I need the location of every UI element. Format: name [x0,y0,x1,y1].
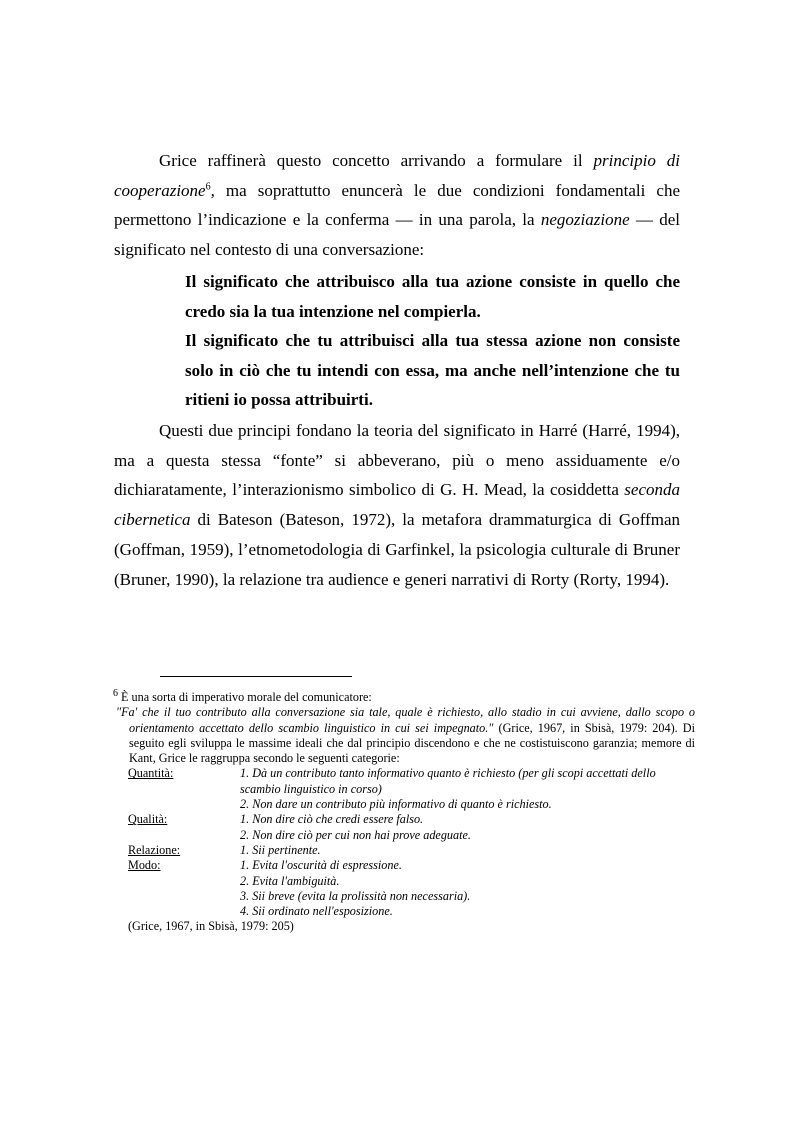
maxim-category: Qualità: [128,812,168,827]
maxim-category [128,904,240,919]
maxim-category [128,797,240,812]
term-principio-di-cooperazione: principio di cooperazione [114,151,680,200]
maxim-row [128,766,695,797]
maxim-category: Relazione: [128,842,181,857]
maxim-rule: 3. Sii breve (evita la prolissità non necessaria). [240,888,471,903]
term-negoziazione: negoziazione [540,210,630,230]
maxim-rule: 2. Non dire ciò per cui non hai prove adeguate. [240,827,471,842]
maxim-category [128,828,240,843]
maxim-rule: 2. Non dare un contributo più informativo di quanto è richiesto. [240,797,552,812]
paragraph-1-text-c: — del significato nel contesto di una conversazione: [114,210,680,260]
paragraph-1-comma: , [210,180,215,200]
footnote-ref-6[interactable]: 6 [205,181,211,193]
footnote-heading [113,687,695,705]
maxim-rule: 1. Sii pertinente. [240,842,321,857]
footnote-citation: (Grice, 1967, in Sbisà, 1979: 205) [128,919,294,934]
maxim-category [128,874,240,889]
footnote-6 [113,687,695,935]
footnote-separator [160,676,352,677]
maxim-rule: 2. Evita l'ambiguità. [240,873,340,888]
term-seconda-cibernetica: seconda cibernetica [114,480,680,530]
maxim-category: Quantità: [128,766,174,781]
maxim-rule: 1. Non dire ciò che credi essere falso. [240,812,424,827]
maxim-rule: 1. Evita l'oscurità di espressione. [240,858,402,873]
footnote-body [116,705,695,766]
maxim-row [128,889,695,904]
maxim-row [128,874,695,889]
maxim-row [128,904,695,919]
maxim-row [128,858,695,873]
paragraph-2-text-a: Questi due principi fondano la teoria del significato in Harré (Harré, 1994), ma a questa stessa “fonte” si abbeverano, più o meno assiduamente e/o dichiaratamente, l’interazionismo simbolico di G. H. Mead, la cosiddetta [114,421,680,500]
maxim-row [128,797,695,812]
maxim-row [128,828,695,843]
bold-principle-1: Il significato che attribuisco alla tua azione consiste in quello che credo sia la tua intenzione nel compierla. [185,272,680,321]
paragraph-1-text-a: Grice raffinerà questo concetto arrivando a formulare il [159,151,594,170]
footnote-body-text: (Grice, 1967, in Sbisà, 1979: 204). Di seguito egli sviluppa le massime ideali che dal principio discendono e che ne costistuiscono garanzia; memore di Kant, Grice le raggruppa secondo le seguenti categorie: [129,720,695,766]
maxim-category [128,889,240,904]
paragraph-2-text-b: di Bateson (Bateson, 1972), la metafora drammaturgica di Goffman (Goffman, 1959), l’etnometodologia di Garfinkel, la psicologia culturale di Bruner (Bruner, 1990), la relazione tra audience e generi narrativi di Rorty (Rorty, 1994). [114,510,680,589]
maxim-row [128,812,695,827]
paragraph-2 [114,416,680,594]
maxims-table [128,766,695,919]
maxim-row [128,843,695,858]
maxim-category: Modo: [128,858,161,873]
paragraph-1 [114,146,680,265]
paragraph-1-text-b: ma soprattutto enuncerà le due condizioni fondamentali che permettono l’indicazione e la conferma — in una parola, la [114,180,680,230]
footnote-number: 6 [113,687,118,699]
footnote-grice-quote: "Fa' che il tuo contributo alla conversazione sia tale, quale è richiesto, allo stadio in cui avviene, dallo scopo o orientamento accettato dello scambio linguistico in cui sei impegnato." [116,705,695,735]
footnote-head-text: È una sorta di imperativo morale del comunicatore: [118,690,372,704]
maxim-rule: 1. Dà un contributo tanto informativo quanto è richiesto (per gli scopi accettati dello scambio linguistico in corso) [240,766,656,796]
maxim-rule: 4. Sii ordinato nell'esposizione. [240,904,393,919]
bold-principle-2: Il significato che tu attribuisci alla tua stessa azione non consiste solo in ciò che tu intendi con essa, ma anche nell’intenzione che tu ritieni io possa attribuirti. [185,331,680,410]
